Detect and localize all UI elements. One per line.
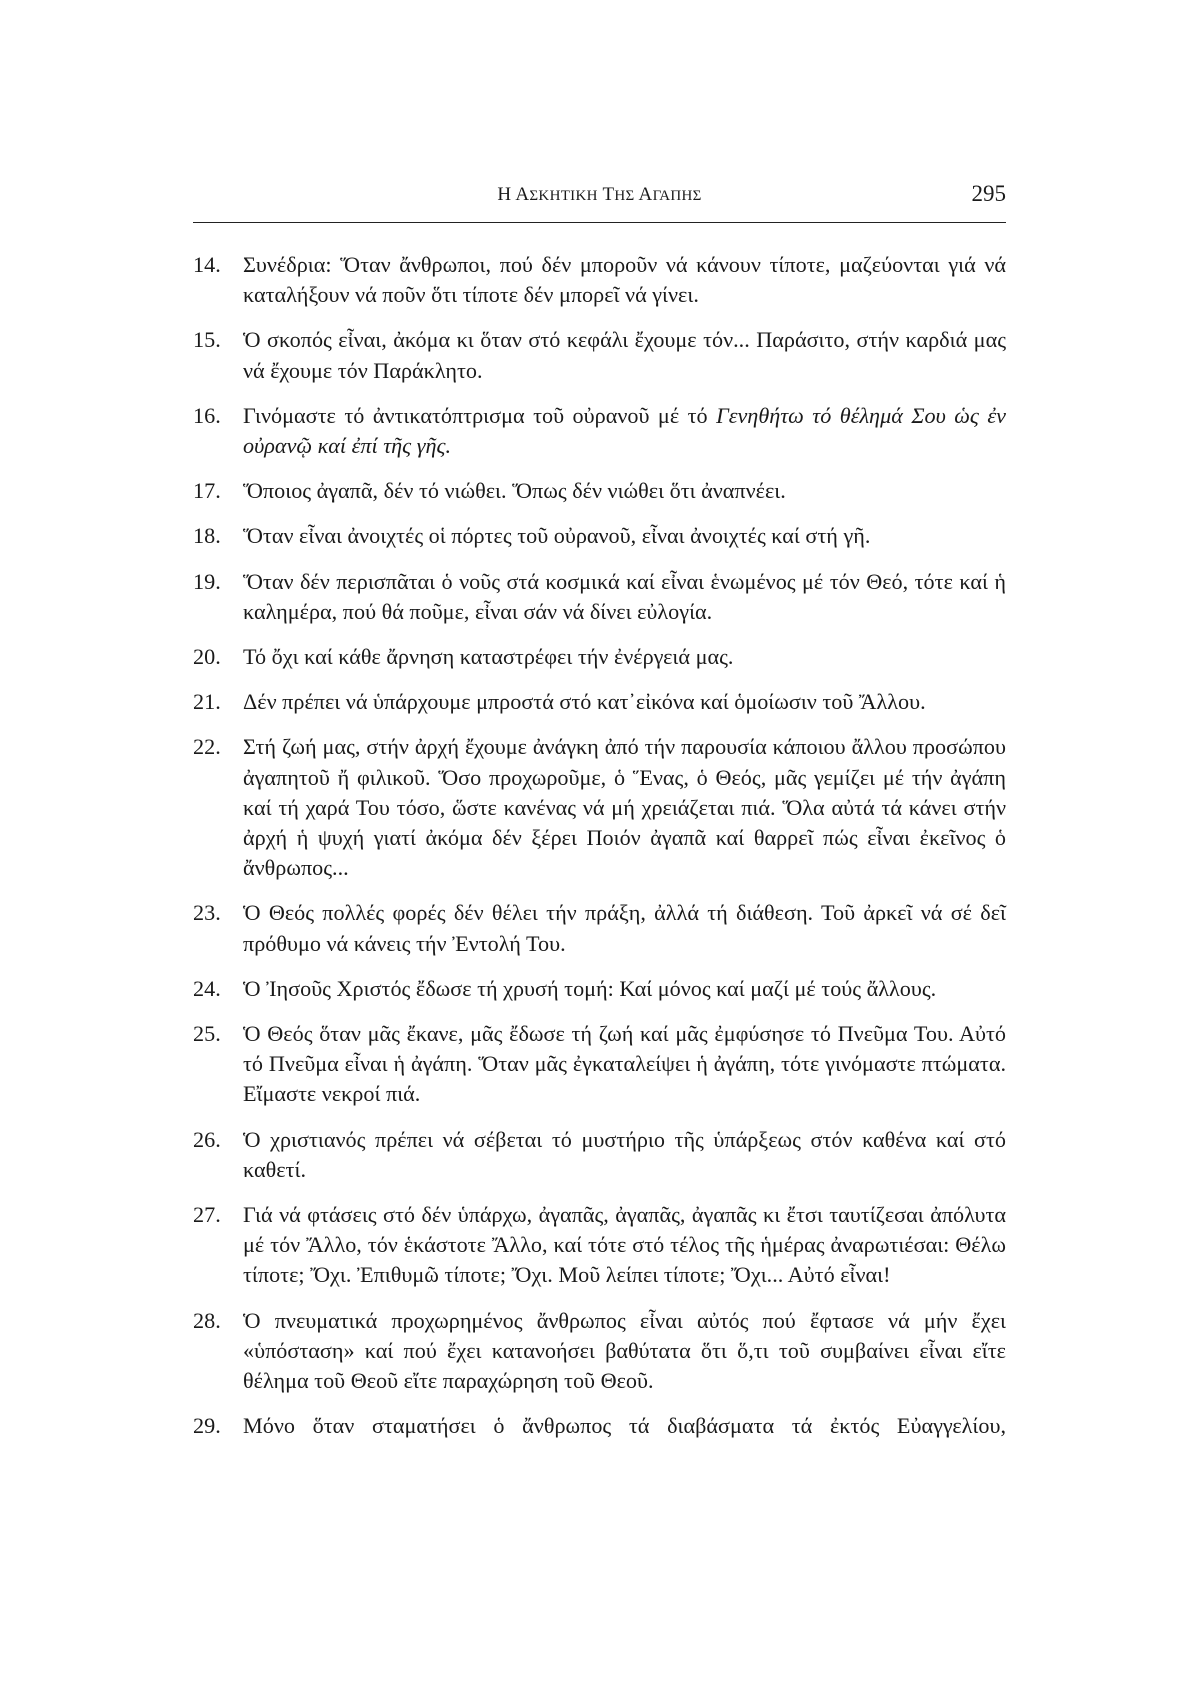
item-text — [243, 252, 1006, 307]
item-text — [243, 689, 926, 714]
saying-item — [193, 1200, 1006, 1291]
saying-item — [193, 567, 1006, 627]
item-text — [243, 569, 1006, 624]
item-text — [243, 734, 1006, 880]
running-header — [193, 178, 1006, 208]
saying-item — [193, 1019, 1006, 1110]
item-text — [243, 644, 733, 669]
item-text — [243, 1127, 1006, 1182]
item-number: 19. — [193, 568, 221, 594]
item-text — [243, 327, 1006, 382]
saying-item — [193, 974, 1006, 1004]
item-text — [243, 478, 786, 503]
item-text — [243, 976, 936, 1001]
item-number: 25. — [193, 1021, 221, 1047]
item-number: 18. — [193, 523, 221, 549]
text-segment: Ὁ Θεός ὅταν μᾶς ἔκανε, μᾶς ἔδωσε τή ζωή καί μᾶς ἐμφύσησε τό Πνεῦμα Του. Αὐτό τό Πνεῦμα εἶναι ἡ ἀγάπη. Ὅταν μᾶς ἐγκαταλείψει ἡ ἀγάπη, τότε γινόμαστε πτώματα. Εἴμαστε νεκροί πιά. — [243, 1021, 1006, 1107]
saying-item — [193, 250, 1006, 310]
running-title — [193, 184, 1006, 206]
saying-item — [193, 642, 1006, 672]
item-number: 23. — [193, 900, 221, 926]
item-text — [243, 403, 1006, 458]
item-text — [243, 900, 1006, 955]
text-segment: Τό ὄχι καί κάθε ἄρνηση καταστρέφει τήν ἐνέργειά μας. — [243, 644, 734, 670]
text-segment: Ὁ πνευματικά προχωρημένος ἄνθρωπος εἶναι αὐτός πού ἔφτασε νά μήν ἔχει «ὑπόσταση» καί πού ἔχει κατανοήσει βαθύτατα ὅτι ὅ,τι τοῦ συμβαίνει εἶναι εἴτε θέλημα τοῦ Θεοῦ εἴτε παραχώρηση τοῦ Θεοῦ. — [243, 1307, 1006, 1394]
saying-item — [193, 401, 1006, 461]
text-segment: Δέν πρέπει νά ὑπάρχουμε μπροστά στό κατ᾽εἰκόνα καί ὁμοίωσιν τοῦ Ἄλλου. — [243, 689, 926, 715]
item-number: 15. — [193, 327, 221, 353]
item-number: 17. — [193, 478, 221, 504]
text-segment: Γινόμαστε τό ἀντικατόπτρισμα τοῦ οὐρανοῦ μέ τό — [243, 402, 717, 428]
item-number: 20. — [193, 644, 221, 670]
running-title-word: ΑΣΚΗΤΙΚΗ — [515, 184, 598, 205]
saying-item — [193, 325, 1006, 385]
item-number: 27. — [193, 1202, 221, 1228]
text-segment: Ὁ Ἰησοῦς Χριστός ἔδωσε τή χρυσή τομή: Καί μόνος καί μαζί μέ τούς ἄλλους. — [243, 975, 937, 1001]
item-text — [243, 1413, 1006, 1438]
text-segment: Ὁ Θεός πολλές φορές δέν θέλει τήν πράξη, ἀλλά τή διάθεση. Τοῦ ἀρκεῖ νά σέ δεῖ πρόθυμο νά κάνεις τήν Ἐντολή Του. — [243, 900, 1006, 956]
item-text — [243, 1202, 1006, 1287]
saying-item — [193, 1411, 1006, 1441]
item-number: 22. — [193, 734, 221, 760]
saying-item — [193, 1125, 1006, 1185]
saying-item — [193, 521, 1006, 551]
saying-item — [193, 687, 1006, 717]
page-number: 295 — [971, 181, 1006, 206]
numbered-sayings-list — [193, 250, 1006, 1457]
item-number: 24. — [193, 975, 221, 1001]
text-segment: Συνέδρια: Ὅταν ἄνθρωποι, πού δέν μποροῦν νά κάνουν τίποτε, μαζεύονται γιά νά καταλήξουν νά ποῦν ὅτι τίποτε δέν μπορεῖ νά γίνει. — [243, 252, 1006, 308]
saying-item — [193, 898, 1006, 958]
running-title-word: Η — [497, 184, 512, 205]
text-segment: Στή ζωή μας, στήν ἀρχή ἔχουμε ἀνάγκη ἀπό τήν παρουσία κάποιου ἄλλου προσώπου ἀγαπητοῦ ἤ φιλικοῦ. Ὅσο προχωροῦμε, ὁ Ἕνας, ὁ Θεός, μᾶς γεμίζει μέ τήν ἀγάπη καί τή χαρά Του τόσο, ὥστε κανένας νά μή χρειάζεται πιά. Ὅλα αὐτά τά κάνει στήν ἀρχή ἡ ψυχή γιατί ἀκόμα δέν ξέρει Ποιόν ἀγαπᾶ καί θαρρεῖ πώς εἶναι ἐκεῖνος ὁ ἄνθρωπος... — [243, 734, 1006, 881]
text-segment: Ὁ σκοπός εἶναι, ἀκόμα κι ὅταν στό κεφάλι ἔχουμε τόν... Παράσιτο, στήν καρδιά μας νά ἔχουμε τόν Παράκλητο. — [243, 327, 1006, 383]
item-text — [243, 523, 870, 548]
text-segment: Ὁ χριστιανός πρέπει νά σέβεται τό μυστήριο τῆς ὑπάρξεως στόν καθένα καί στό καθετί. — [243, 1126, 1006, 1182]
text-segment: Ὅταν δέν περισπᾶται ὁ νοῦς στά κοσμικά καί εἶναι ἑνωμένος μέ τόν Θεό, τότε καί ἡ καλημέρα, πού θά ποῦμε, εἶναι σάν νά δίνει εὐλογία. — [243, 568, 1006, 624]
item-number: 26. — [193, 1126, 221, 1152]
item-text — [243, 1308, 1006, 1393]
text-segment: Ὅταν εἶναι ἀνοιχτές οἱ πόρτες τοῦ οὐρανοῦ, εἶναι ἀνοιχτές καί στή γῆ. — [243, 523, 871, 549]
italic-quote: Γενηθήτω τό θέλημά Σου ὡς ἐν οὐρανῷ καί ἐπί τῆς γῆς. — [243, 402, 1006, 459]
item-number: 28. — [193, 1307, 221, 1333]
item-number: 16. — [193, 402, 221, 428]
item-number: 14. — [193, 252, 221, 277]
header-rule — [193, 222, 1006, 223]
item-number: 29. — [193, 1413, 221, 1439]
saying-item — [193, 1306, 1006, 1397]
text-segment: Μόνο ὅταν σταματήσει ὁ ἄνθρωπος τά διαβάσματα τά ἐκτός Εὐαγγελίου, — [243, 1413, 1006, 1439]
saying-item — [193, 476, 1006, 506]
item-text — [243, 1021, 1006, 1106]
running-title-word: ΤΗΣ — [602, 184, 635, 205]
text-segment: Γιά νά φτάσεις στό δέν ὑπάρχω, ἀγαπᾶς, ἀγαπᾶς, ἀγαπᾶς κι ἔτσι ταυτίζεσαι ἀπόλυτα μέ τόν Ἄλλο, τόν ἑκάστοτε Ἄλλο, καί τότε στό τέλος τῆς ἡμέρας ἀναρωτιέσαι: Θέλω τίποτε; Ὄχι. Ἐπιθυμῶ τίποτε; Ὄχι. Μοῦ λείπει τίποτε; Ὄχι... Αὐτό εἶναι! — [243, 1202, 1006, 1288]
running-title-word: ΑΓΑΠΗΣ — [638, 184, 702, 205]
saying-item — [193, 732, 1006, 883]
text-segment: Ὅποιος ἀγαπᾶ, δέν τό νιώθει. Ὅπως δέν νιώθει ὅτι ἀναπνέει. — [243, 478, 786, 504]
item-number: 21. — [193, 689, 221, 715]
